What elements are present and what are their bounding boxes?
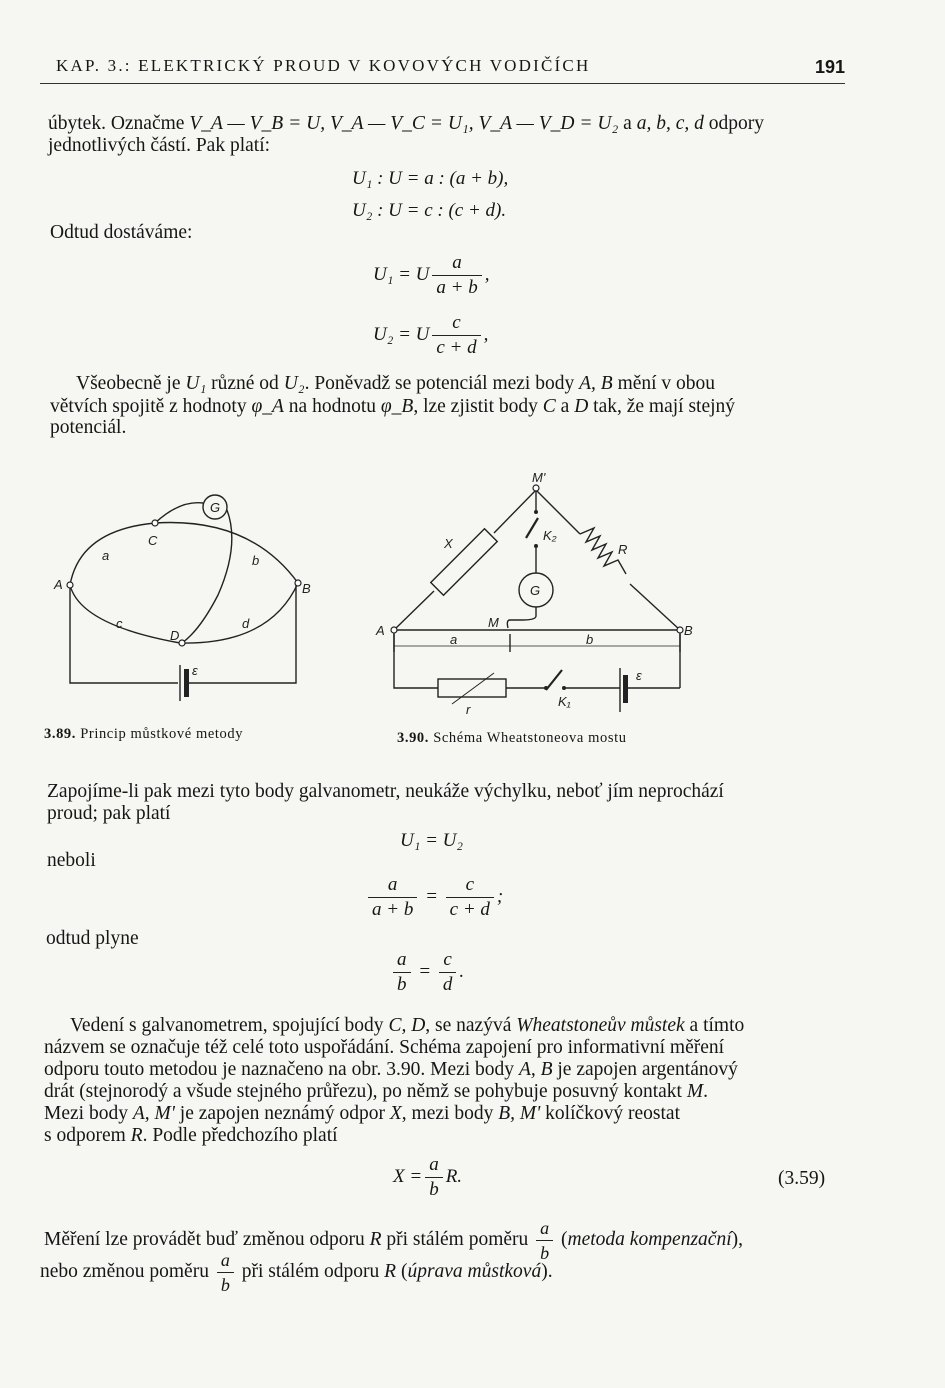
label-r-lower: r [466,702,471,717]
key-k1 [546,670,562,690]
para4-line2: názvem se označuje též celé toto uspořádání. Schéma zapojení pro informativní měření [44,1037,725,1058]
figure-wheatstone-bridge [372,468,702,723]
galvanometer-lead-c [155,503,203,523]
node-c [152,520,158,526]
running-header: KAP. 3.: ELEKTRICKÝ PROUD V KOVOVÝCH VODIČÍCH [56,56,591,75]
para3-line1: Zapojíme-li pak mezi tyto body galvanometr, neukáže výchylku, neboť jím neprochází [47,781,724,802]
equation-u1-ratio: U₁ : U = a : (a + b), [352,168,509,189]
equation-number: (3.59) [778,1168,826,1189]
para2-line3: potenciál. [50,417,127,438]
battery-plate-short [623,675,628,703]
label-g: G [210,500,221,515]
key-k2 [526,518,538,538]
node-m-prime [533,485,539,491]
label-d-node: D [170,628,180,643]
label-m: M [488,615,499,630]
para5-line1: Měření lze provádět buď změnou odporu R při stálém poměru $\frac{a}{b}$ (metoda kompenzační), [44,1218,743,1263]
label-c: C [148,533,158,548]
wire-x-m [494,490,536,533]
odtud-label: Odtud dostáváme: [50,222,193,243]
galvanometer-lead [507,607,536,628]
label-emf: ε [636,668,642,683]
equation-fraction-equality: $\frac{a}{a + b}$ = $\frac{c}{c + d}$ ; [365,875,503,920]
label-b: b [252,553,260,568]
page-number: 191 [815,57,846,77]
label-node-a: A [54,577,63,592]
para1-line1: úbytek. Označme V_A — V_B = U, V_A — V_C = U₁, V_A — V_D = U₂ a a, b, c, d odpory [48,113,764,134]
figure-bridge-principle [40,485,330,720]
neboli-label: neboli [47,850,96,871]
label-m-prime: M' [532,470,546,485]
node-b [677,627,683,633]
wire-a-x [394,591,434,630]
label-k1: K₁ [558,694,571,709]
caption-fig-3-90: 3.90. Schéma Wheatstoneova mostu [397,730,627,746]
label-b: b [586,632,594,647]
wire-lower-left [394,630,438,688]
para3-line2: proud; pak platí [47,803,171,824]
para4-line3: odporu touto metodou je naznačeno na obr. 3.90. Mezi body A, B je zapojen argentánový [44,1059,738,1080]
lower-branch-wire [70,583,298,643]
equation-3-59: X = $\frac{a}{b}$ R. [393,1154,463,1200]
label-emf: ε [192,663,198,678]
equation-u1-equals-u2: U₁ = U₂ [400,830,463,851]
battery-plate-short [184,669,189,697]
equation-u2-fraction: U₂ = U $\frac{c}{c + d}$ , [373,312,489,358]
para4-line1: Vedení s galvanometrem, spojující body C, D, se nazývá Wheatstoneův můstek a tímto [70,1015,745,1036]
caption-fig-3-89: 3.89. Princip můstkové metody [44,726,244,742]
node-a [67,582,73,588]
potential-equations: V_A — V_B = U, V_A — V_C = U₁, V_A — V_D = U₂ [189,113,619,134]
para2-line1: Všeobecně je U₁ různé od U₂. Poněvadž se potenciál mezi body A, B mění v obou [76,373,716,394]
para4-line5: Mezi body A, M' je zapojen neznámý odpor X, mezi body B, M' kolíčkový reostat [44,1103,680,1124]
equation-u2-ratio: U₂ : U = c : (c + d). [352,200,507,221]
para4-line4: drát (stejnorodý a všude stejného průřezu), po němž se pohybuje posuvný kontakt M. [44,1081,708,1102]
equation-u1-fraction: U₁ = U $\frac{a}{a + b}$ , [373,252,490,298]
label-c-lower: c [116,616,123,631]
para1-line2: jednotlivých částí. Pak platí: [48,135,271,156]
label-node-b: B [302,581,311,596]
label-node-b: B [684,623,693,638]
label-x: X [444,536,453,551]
resistor-x [431,529,497,595]
node-a [391,627,397,633]
label-a: a [102,548,110,563]
odtud-plyne-label: odtud plyne [46,928,139,949]
label-k2: K₂ [543,528,557,543]
wire-r-b [630,584,680,630]
para5-line2: nebo změnou poměru $\frac{a}{b}$ při stálém odporu R (úprava můstková). [40,1250,553,1295]
label-g: G [530,583,541,598]
equation-ratio-ab-cd: $\frac{a}{b}$ = $\frac{c}{d}$ . [390,950,464,995]
node-d [179,640,185,646]
label-r-upper: R [618,542,628,557]
label-d: d [242,616,250,631]
label-node-a: A [376,623,385,638]
para4-line6: s odporem R. Podle předchozího platí [44,1125,338,1146]
resistor-r-variable [438,679,506,697]
para2-line2: větvích spojitě z hodnoty φ_A na hodnotu φ_B, lze zjistit body C a D tak, že mají stejný [50,396,736,417]
label-a: a [450,632,458,647]
node-b [295,580,301,586]
header-rule [40,83,845,84]
battery-wire-left [70,585,178,683]
